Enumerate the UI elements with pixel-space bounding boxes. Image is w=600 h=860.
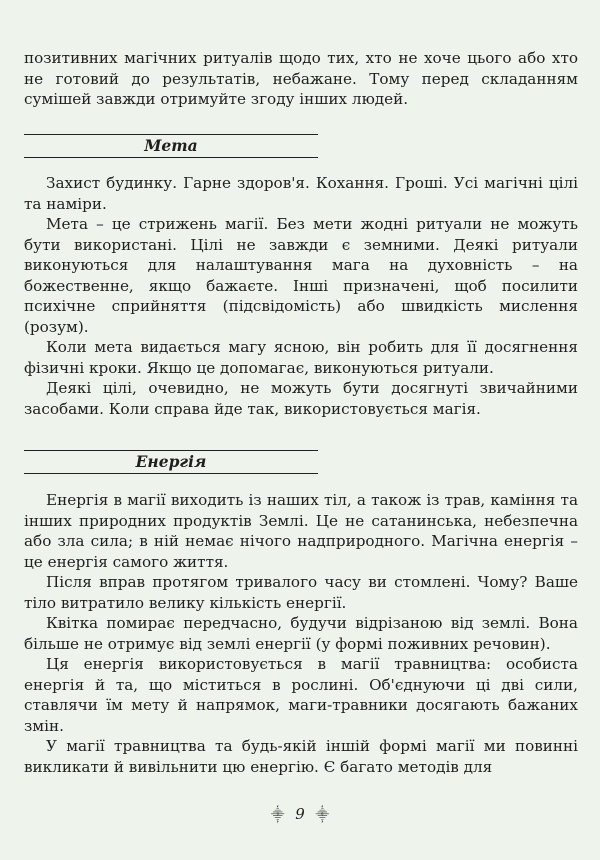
- paragraph: Мета – це стрижень магії. Без мети жодні ритуали не можуть бути використані. Цілі не завжди є земними. Деякі ритуали виконуються для налаштування мага на духовність – на божественне, якщо бажаєте. Інші призначені, щоб посилити психічне сприйняття (підсвідомість) або швидкість мислення (розум).: [24, 215, 578, 336]
- paragraph: Захист будинку. Гарне здоров'я. Кохання. Гроші. Усі магічні цілі та наміри.: [24, 174, 578, 213]
- heading-title-energy: Енергія: [135, 452, 207, 471]
- section-heading-energy: [24, 450, 318, 474]
- heading-rule-bottom: [24, 157, 318, 158]
- paragraph: Після вправ протягом тривалого часу ви стомлені. Чому? Ваше тіло витратило велику кількість енергії.: [24, 573, 578, 612]
- intro-block: [24, 48, 578, 110]
- paragraph: Деякі цілі, очевидно, не можуть бути досягнуті звичайними засобами. Коли справа йде так, використовується магія.: [24, 379, 578, 418]
- heading-rule-bottom: [24, 473, 318, 474]
- paragraph: Квітка помирає передчасно, будучи відрізаною від землі. Вона більше не отримує від землі енергії (у формі поживних речовин).: [24, 614, 578, 653]
- paragraph: Ця енергія використовується в магії травництва: особиста енергія й та, що міститься в рослині. Об'єднуючи ці дві сили, ставлячи їм мету й напрямок, маги-травники досягають бажаних змін.: [24, 655, 578, 735]
- paragraph: Коли мета видається магу ясною, він робить для її досягнення фізичні кроки. Якщо це допомагає, виконуються ритуали.: [24, 338, 578, 377]
- ornament-right-icon: ⸎: [315, 808, 330, 823]
- intro-paragraph: позитивних магічних ритуалів щодо тих, хто не хоче цього або хто не готовий до результатів, небажане. Тому перед складанням сумішей завжди отримуйте згоду інших людей.: [24, 49, 578, 108]
- page-number-footer: [0, 804, 600, 826]
- paragraph: У магії травництва та будь-якій іншій формі магії ми повинні викликати й вивільнити цю енергію. Є багато методів для: [24, 737, 578, 776]
- section-body-meta: [24, 173, 578, 419]
- ornament-left-icon: ⸎: [270, 808, 285, 823]
- section-body-energy: [24, 490, 578, 777]
- paragraph: Енергія в магії виходить із наших тіл, а також із трав, каміння та інших природних продуктів Землі. Це не сатанинська, небезпечна або зла сила; в ній немає нічого надприродного. Магічна енергія – це енергія самого життя.: [24, 491, 578, 571]
- page-number: 9: [295, 805, 305, 823]
- section-heading-meta: [24, 134, 318, 158]
- heading-title-meta: Мета: [144, 136, 198, 155]
